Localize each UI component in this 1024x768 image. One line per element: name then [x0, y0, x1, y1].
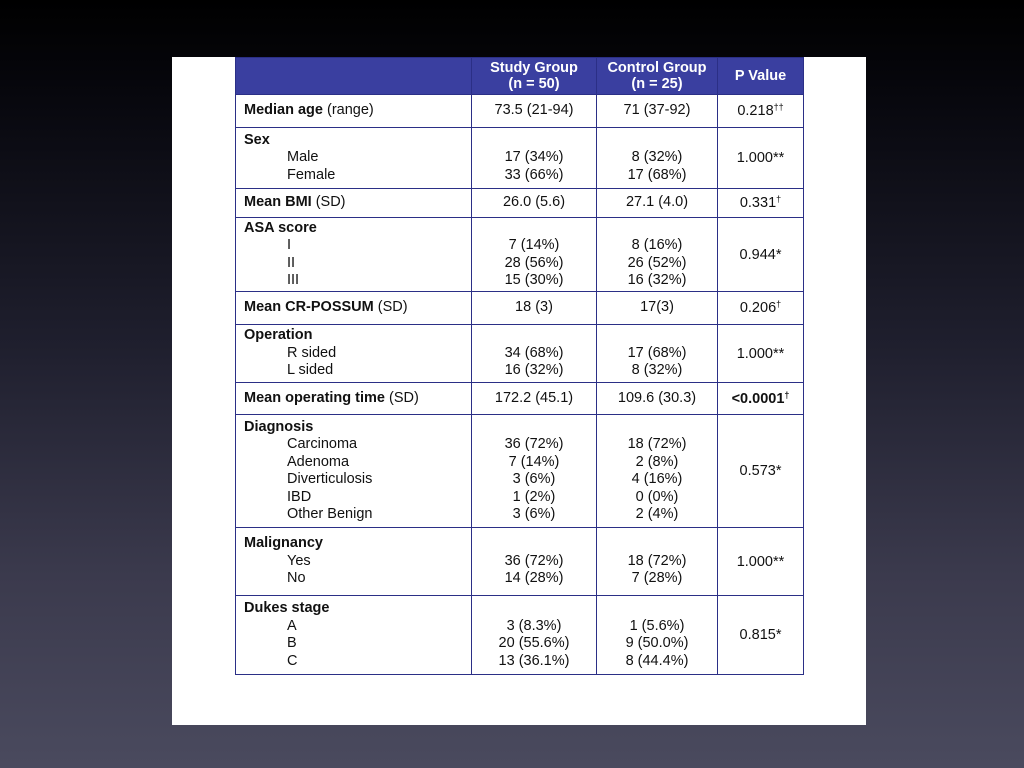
p-value: 0.206† [718, 292, 804, 325]
study-value: 36 (72%) 14 (28%) [472, 528, 597, 596]
row-label: Diagnosis Carcinoma Adenoma Diverticulosis IBD Other Benign [236, 415, 472, 528]
study-value: 26.0 (5.6) [472, 189, 597, 218]
row-malignancy [236, 528, 804, 596]
study-value: 36 (72%) 7 (14%) 3 (6%) 1 (2%) 3 (6%) [472, 415, 597, 528]
control-value: 18 (72%) 7 (28%) [597, 528, 718, 596]
row-mean-bmi [236, 189, 804, 218]
study-value: 18 (3) [472, 292, 597, 325]
row-label: ASA score I II III [236, 218, 472, 292]
study-value: 172.2 (45.1) [472, 383, 597, 415]
control-value: 71 (37-92) [597, 95, 718, 128]
header-p-value: P Value [718, 58, 804, 95]
p-value: 1.000** [718, 528, 804, 596]
row-label: Sex Male Female [236, 128, 472, 189]
row-label: Dukes stage A B C [236, 596, 472, 675]
p-value: 1.000** [718, 128, 804, 189]
row-asa-score [236, 218, 804, 292]
row-median-age [236, 95, 804, 128]
control-value: 27.1 (4.0) [597, 189, 718, 218]
control-value: 17(3) [597, 292, 718, 325]
study-value: 17 (34%) 33 (66%) [472, 128, 597, 189]
row-label: Mean operating time (SD) [236, 383, 472, 415]
header-study-group: Study Group (n = 50) [472, 58, 597, 95]
comparison-table [235, 57, 804, 675]
control-value: 109.6 (30.3) [597, 383, 718, 415]
p-value: 0.331† [718, 189, 804, 218]
row-cr-possum [236, 292, 804, 325]
row-diagnosis [236, 415, 804, 528]
p-value: 0.815* [718, 596, 804, 675]
row-label: Operation R sided L sided [236, 325, 472, 383]
header-row [236, 58, 804, 95]
row-operation [236, 325, 804, 383]
p-value: 0.573* [718, 415, 804, 528]
row-label: Mean BMI (SD) [236, 189, 472, 218]
study-value: 7 (14%) 28 (56%) 15 (30%) [472, 218, 597, 292]
control-value: 17 (68%) 8 (32%) [597, 325, 718, 383]
header-control-group: Control Group (n = 25) [597, 58, 718, 95]
control-value: 8 (16%) 26 (52%) 16 (32%) [597, 218, 718, 292]
row-sex [236, 128, 804, 189]
p-value: <0.0001† [718, 383, 804, 415]
p-value: 0.218†† [718, 95, 804, 128]
row-dukes-stage [236, 596, 804, 675]
study-value: 34 (68%) 16 (32%) [472, 325, 597, 383]
header-blank [236, 58, 472, 95]
control-value: 18 (72%) 2 (8%) 4 (16%) 0 (0%) 2 (4%) [597, 415, 718, 528]
row-label: Malignancy Yes No [236, 528, 472, 596]
study-value: 3 (8.3%) 20 (55.6%) 13 (36.1%) [472, 596, 597, 675]
row-operating-time [236, 383, 804, 415]
row-label: Median age (range) [236, 95, 472, 128]
row-label: Mean CR-POSSUM (SD) [236, 292, 472, 325]
control-value: 1 (5.6%) 9 (50.0%) 8 (44.4%) [597, 596, 718, 675]
p-value: 1.000** [718, 325, 804, 383]
control-value: 8 (32%) 17 (68%) [597, 128, 718, 189]
study-value: 73.5 (21-94) [472, 95, 597, 128]
p-value: 0.944* [718, 218, 804, 292]
